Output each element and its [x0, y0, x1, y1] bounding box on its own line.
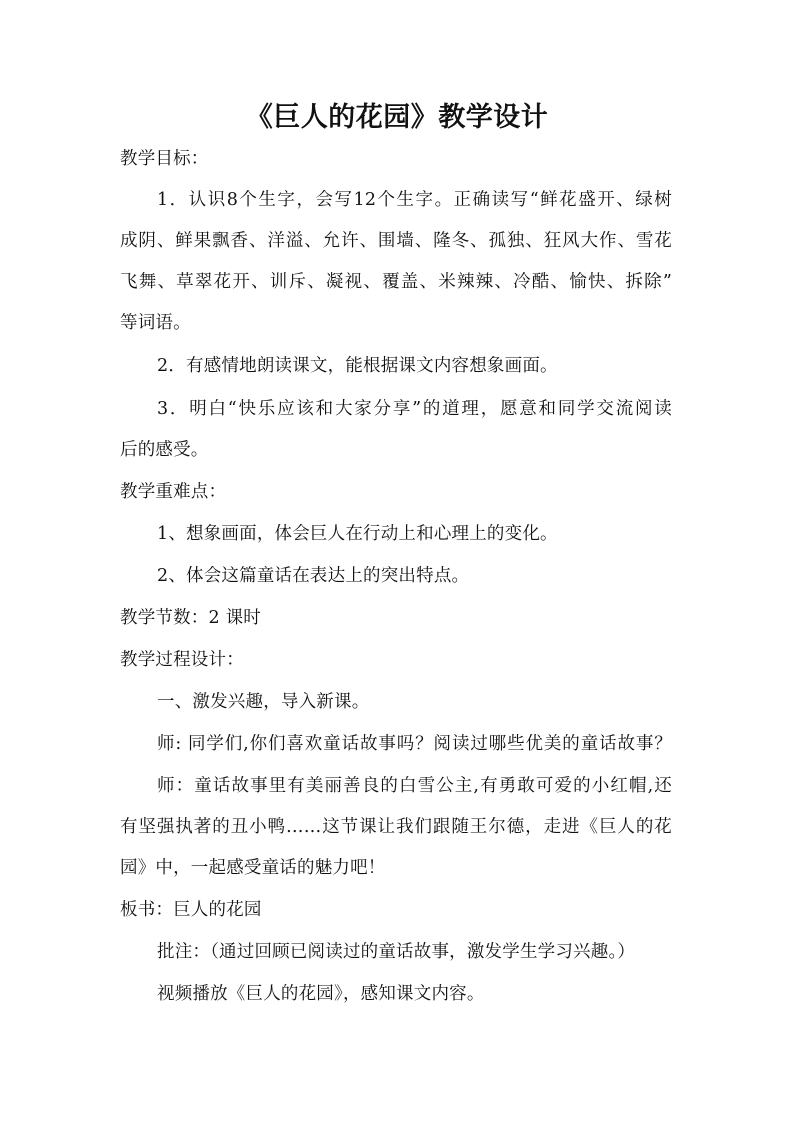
paragraph-line: 3．明白“快乐应该和大家分享”的道理，愿意和同学交流阅读: [157, 399, 672, 419]
paragraph-line: 等词语。: [120, 313, 191, 333]
section-heading-key-points: 教学重难点：: [120, 482, 227, 502]
paragraph-line: 飞舞、草翠花开、训斥、凝视、覆盖、米辣辣、冷酷、愉快、拆除”: [120, 272, 672, 292]
document-title: 《巨人的花园》教学设计: [245, 102, 549, 133]
annotation-line: 批注：（通过回顾已阅读过的童话故事，激发学生学习兴趣。）: [157, 942, 636, 962]
section-heading-objectives: 教学目标：: [120, 149, 209, 169]
paragraph-line: 园》中，一起感受童话的魅力吧！: [120, 858, 386, 878]
paragraph-line: 2、体会这篇童话在表达上的突出特点。: [157, 566, 470, 586]
paragraph-line: 后的感受。: [120, 440, 209, 460]
blackboard-note: 板书：巨人的花园: [120, 900, 262, 920]
paragraph-line: 师：童话故事里有美丽善良的白雪公主,有勇敢可爱的小红帽,还: [157, 776, 672, 796]
paragraph-line: 2．有感情地朗读课文，能根据课文内容想象画面。: [157, 356, 558, 376]
paragraph-line: 成阴、鲜果飘香、洋溢、允许、围墙、隆冬、孤独、狂风大作、雪花: [120, 231, 672, 251]
paragraph-line: 视频播放《巨人的花园》，感知课文内容。: [157, 984, 485, 1004]
section-heading-periods: 教学节数：2 课时: [120, 608, 261, 628]
paragraph-line: 有坚强执著的丑小鸭……这节课让我们跟随王尔德，走进《巨人的花: [120, 817, 672, 837]
section-heading-process: 教学过程设计：: [120, 650, 244, 670]
paragraph-line: 1．认识8个生字，会写12个生字。正确读写“鲜花盛开、绿树: [157, 190, 672, 210]
paragraph-line: 1、想象画面，体会巨人在行动上和心理上的变化。: [157, 524, 558, 544]
paragraph-line: 师: 同学们,你们喜欢童话故事吗？阅读过哪些优美的童话故事？: [157, 734, 672, 754]
paragraph-line: 一、激发兴趣，导入新课。: [157, 692, 370, 712]
